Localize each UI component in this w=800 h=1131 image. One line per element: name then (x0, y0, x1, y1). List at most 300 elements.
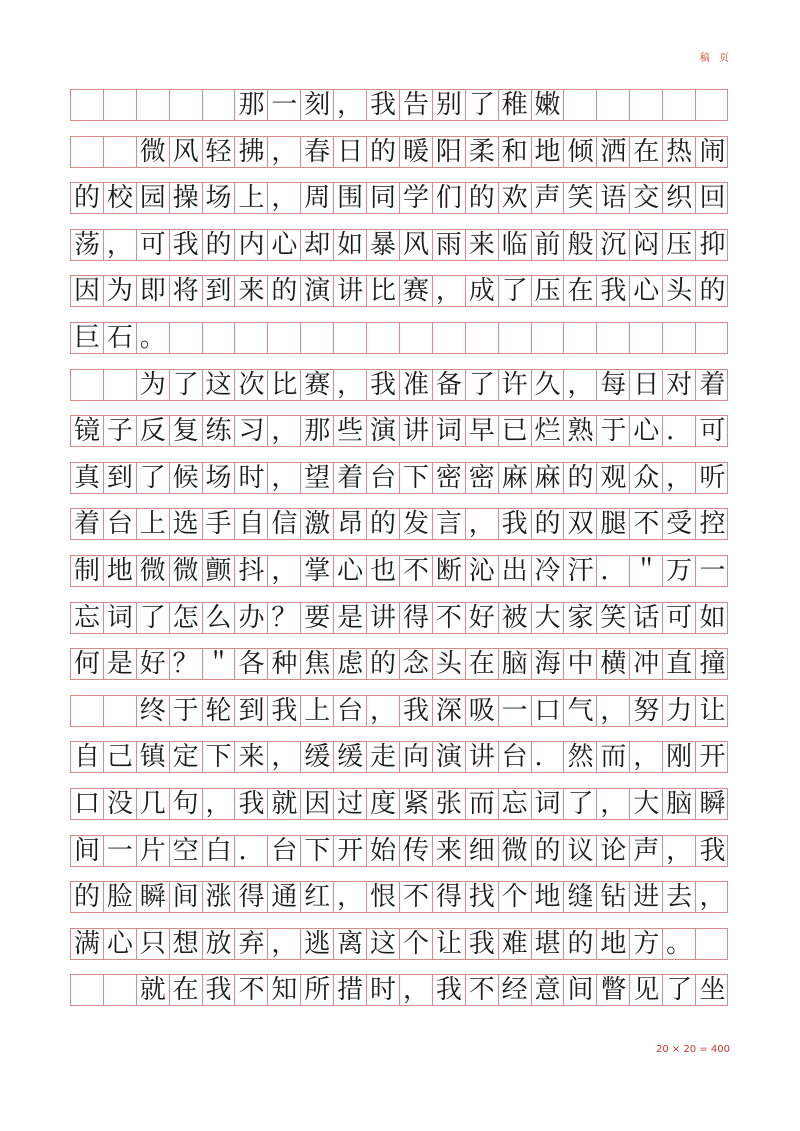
grid-cell: 下 (301, 836, 334, 866)
grid-cell: 因 (71, 276, 104, 306)
grid-cell: 闷 (630, 230, 663, 260)
grid-cell: 瞬 (699, 789, 726, 819)
grid-cell: ， (104, 230, 137, 260)
grid-cell (367, 323, 400, 353)
grid-cell: 倾 (565, 137, 598, 167)
grid-cell: 时 (367, 975, 400, 1005)
grid-cell: 不 (630, 509, 663, 539)
grid-cell: 红 (301, 882, 334, 912)
grid-cell: 却 (301, 230, 334, 260)
grid-cell: ， (699, 882, 726, 913)
grid-cell: 的 (367, 649, 400, 679)
grid-cell: 脑 (663, 789, 696, 819)
grid-cell: ， (597, 789, 630, 819)
grid-cell: 的 (367, 509, 400, 539)
grid-cell: 笑 (565, 183, 598, 213)
grid-cell: 演 (301, 276, 334, 306)
manuscript-grid (70, 89, 728, 1021)
grid-cell (104, 137, 137, 167)
grid-cell: 意 (532, 975, 565, 1005)
grid-cell: 着 (334, 463, 367, 493)
grid-cell: 钻 (597, 882, 630, 912)
grid-cell: 别 (433, 90, 466, 120)
grid-cell: 比 (268, 370, 301, 400)
grid-cell: 缝 (565, 882, 598, 912)
grid-cell: 已 (499, 416, 532, 446)
grid-cell: ， (334, 882, 367, 912)
grid-cell: 下 (203, 742, 236, 772)
grid-cell: 定 (170, 742, 203, 772)
grid-cell: 了 (170, 370, 203, 400)
grid-cell: 头 (433, 649, 466, 679)
grid-cell: 麻 (532, 463, 565, 493)
grid-cell (104, 696, 137, 726)
grid-cell: 发 (400, 509, 433, 539)
grid-cell: 在 (170, 975, 203, 1005)
grid-cell: 临 (499, 230, 532, 260)
grid-cell: 台 (104, 509, 137, 539)
grid-cell: 一 (699, 556, 726, 586)
grid-cell: 脸 (104, 882, 137, 912)
grid-cell: 的 (203, 230, 236, 260)
grid-cell: 演 (367, 416, 400, 446)
grid-cell: 织 (663, 183, 696, 213)
grid-cell: 就 (268, 789, 301, 819)
grid-cell: 了 (466, 370, 499, 400)
grid-cell: 了 (663, 975, 696, 1005)
grid-cell: 热 (663, 137, 696, 167)
grid-cell: 来 (236, 276, 269, 306)
grid-cell (696, 90, 729, 120)
grid-cell: ， (268, 556, 301, 586)
grid-cell: 上 (137, 509, 170, 539)
grid-cell: 赛 (301, 370, 334, 400)
grid-row (70, 974, 728, 1006)
grid-cell: ， (334, 370, 367, 400)
grid-cell: 一 (268, 90, 301, 120)
grid-cell: 过 (334, 789, 367, 819)
grid-cell: 弃 (236, 929, 269, 959)
grid-cell: 控 (699, 509, 726, 540)
grid-cell: 让 (433, 929, 466, 959)
grid-cell: 微 (170, 556, 203, 586)
grid-cell: 我 (236, 789, 269, 819)
grid-cell: 抖 (236, 556, 269, 586)
grid-cell: 内 (236, 230, 269, 260)
grid-cell: 词 (532, 789, 565, 819)
grid-cell: 台 (268, 836, 301, 866)
grid-cell: ， (268, 137, 301, 167)
grid-cell: 的 (268, 276, 301, 306)
grid-cell: 可 (663, 603, 696, 633)
grid-cell: ， (268, 416, 301, 446)
grid-cell: ， (433, 276, 466, 306)
grid-row (70, 89, 728, 121)
grid-cell: 而 (466, 789, 499, 819)
grid-cell (268, 323, 301, 353)
grid-cell (696, 323, 729, 353)
grid-cell: 到 (104, 463, 137, 493)
grid-cell (137, 90, 170, 120)
grid-cell: 周 (301, 183, 334, 213)
grid-cell: 讲 (400, 416, 433, 446)
grid-cell: 得 (433, 882, 466, 912)
grid-row (70, 182, 728, 214)
grid-cell: 熟 (565, 416, 598, 446)
grid-cell: ． (236, 836, 269, 866)
grid-row (70, 229, 728, 261)
grid-cell: 得 (236, 882, 269, 912)
grid-cell (170, 90, 203, 120)
grid-cell: 告 (400, 90, 433, 120)
grid-cell: 比 (367, 276, 400, 306)
grid-cell: 办 (236, 603, 269, 633)
grid-row (70, 462, 728, 494)
grid-cell: 每 (597, 370, 630, 400)
grid-cell (203, 323, 236, 353)
grid-cell: 的 (71, 882, 104, 912)
grid-cell: 么 (203, 603, 236, 633)
grid-cell: 难 (499, 929, 532, 959)
grid-cell: ， (630, 742, 663, 772)
grid-cell: 我 (597, 276, 630, 306)
grid-cell: 许 (499, 370, 532, 400)
grid-cell: 阳 (433, 137, 466, 167)
grid-cell: 各 (236, 649, 269, 679)
grid-cell: 开 (334, 836, 367, 866)
grid-cell: 和 (499, 137, 532, 167)
grid-cell: 柔 (466, 137, 499, 167)
grid-cell: 地 (532, 882, 565, 912)
grid-cell: 信 (268, 509, 301, 539)
grid-cell: 我 (400, 696, 433, 726)
grid-cell: 恨 (367, 882, 400, 912)
grid-cell: 吸 (466, 696, 499, 726)
grid-cell (236, 323, 269, 353)
grid-cell: 复 (170, 416, 203, 446)
grid-cell: 笑 (597, 603, 630, 633)
grid-cell: 为 (137, 370, 170, 400)
grid-cell: 心 (104, 929, 137, 959)
grid-cell: ？ (268, 603, 301, 633)
grid-cell: 来 (433, 836, 466, 866)
grid-cell: 找 (466, 882, 499, 912)
grid-cell: 闹 (699, 136, 726, 167)
grid-cell: 横 (597, 649, 630, 679)
grid-cell: 冷 (532, 556, 565, 586)
grid-cell: 到 (236, 696, 269, 726)
grid-row (70, 136, 728, 168)
grid-cell (630, 90, 663, 120)
grid-cell: 进 (630, 882, 663, 912)
grid-cell: 微 (137, 137, 170, 167)
grid-cell: 中 (565, 649, 598, 679)
grid-cell: 断 (433, 556, 466, 586)
grid-cell: 个 (400, 929, 433, 959)
grid-cell: 空 (170, 836, 203, 866)
grid-cell: 知 (268, 975, 301, 1005)
grid-cell: 昂 (334, 509, 367, 539)
grid-row (70, 835, 728, 867)
grid-cell: ， (466, 509, 499, 539)
grid-cell: 得 (400, 603, 433, 633)
grid-cell: 因 (301, 789, 334, 819)
grid-cell (433, 323, 466, 353)
grid-cell: 的 (532, 836, 565, 866)
grid-cell: 洒 (597, 137, 630, 167)
grid-cell (334, 323, 367, 353)
grid-cell (663, 323, 696, 353)
grid-cell (203, 90, 236, 120)
grid-cell: 是 (104, 649, 137, 679)
grid-row (70, 788, 728, 820)
grid-cell: 我 (367, 90, 400, 120)
grid-cell: 时 (236, 463, 269, 493)
grid-cell (71, 975, 104, 1005)
grid-cell: 那 (301, 416, 334, 446)
grid-row (70, 415, 728, 447)
grid-cell: 词 (104, 603, 137, 633)
grid-cell: 交 (630, 183, 663, 213)
grid-cell: 汗 (565, 556, 598, 586)
grid-cell: 忘 (71, 603, 104, 633)
grid-cell: 巨 (71, 323, 104, 353)
grid-cell (104, 370, 137, 400)
grid-cell: 如 (334, 230, 367, 260)
grid-cell: 望 (301, 463, 334, 493)
grid-cell: 上 (236, 183, 269, 213)
grid-cell: 只 (137, 929, 170, 959)
grid-cell: 镜 (71, 416, 104, 446)
grid-cell: 沁 (466, 556, 499, 586)
grid-cell: 个 (499, 882, 532, 912)
grid-cell: 演 (433, 742, 466, 772)
grid-cell: 激 (301, 509, 334, 539)
grid-cell: 通 (268, 882, 301, 912)
grid-cell: ． (532, 742, 565, 772)
grid-cell: 一 (104, 836, 137, 866)
grid-cell: 们 (433, 183, 466, 213)
grid-cell: 所 (301, 975, 334, 1005)
grid-cell: 园 (137, 183, 170, 213)
grid-cell: 怎 (170, 603, 203, 633)
grid-cell: ， (268, 929, 301, 959)
grid-cell: 压 (532, 276, 565, 306)
grid-cell: 麻 (499, 463, 532, 493)
grid-cell: 走 (367, 742, 400, 772)
grid-cell: 口 (71, 789, 104, 819)
grid-cell: ， (268, 463, 301, 493)
grid-cell: 言 (433, 509, 466, 539)
grid-cell: 校 (104, 183, 137, 213)
grid-cell: 于 (170, 696, 203, 726)
grid-cell: 不 (400, 556, 433, 586)
grid-cell: 声 (630, 836, 663, 866)
grid-cell: ， (565, 370, 598, 400)
grid-cell: 出 (499, 556, 532, 586)
grid-cell: 我 (170, 230, 203, 260)
grid-cell: 家 (565, 603, 598, 633)
grid-cell: 口 (532, 696, 565, 726)
grid-cell: 片 (137, 836, 170, 866)
grid-cell: 众 (630, 463, 663, 493)
grid-cell (104, 90, 137, 120)
grid-cell: 万 (663, 556, 696, 586)
grid-cell: 自 (71, 742, 104, 772)
grid-cell: 向 (400, 742, 433, 772)
grid-cell: 就 (137, 975, 170, 1005)
grid-row (70, 741, 728, 773)
grid-cell: 忘 (499, 789, 532, 819)
grid-cell: 被 (499, 603, 532, 633)
grid-size-label: 20 × 20 = 400 (655, 1044, 730, 1055)
grid-cell: 着 (71, 509, 104, 539)
grid-row (70, 602, 728, 634)
grid-cell: 了 (466, 90, 499, 120)
grid-row (70, 881, 728, 913)
grid-cell: 可 (699, 416, 726, 447)
grid-cell (532, 323, 565, 353)
grid-cell: 腿 (597, 509, 630, 539)
grid-cell: 传 (400, 836, 433, 866)
grid-cell: 准 (400, 370, 433, 400)
grid-cell: 轮 (203, 696, 236, 726)
grid-cell (499, 323, 532, 353)
grid-cell: 练 (203, 416, 236, 446)
grid-cell: 着 (699, 369, 726, 400)
grid-cell: 反 (137, 416, 170, 446)
grid-cell: 声 (532, 183, 565, 213)
grid-cell: 涨 (203, 882, 236, 912)
grid-cell: 沉 (597, 230, 630, 260)
grid-cell: ， (367, 696, 400, 726)
grid-cell: 气 (565, 696, 598, 726)
grid-cell: ， (597, 696, 630, 726)
grid-cell: 论 (597, 836, 630, 866)
grid-cell: 几 (137, 789, 170, 819)
grid-cell: 掌 (301, 556, 334, 586)
grid-cell: 不 (433, 603, 466, 633)
grid-cell: 早 (466, 416, 499, 446)
grid-cell: ， (663, 836, 696, 866)
grid-cell: 自 (236, 509, 269, 539)
grid-cell: 在 (466, 649, 499, 679)
grid-cell: 种 (268, 649, 301, 679)
grid-cell: 紧 (400, 789, 433, 819)
grid-cell: 刚 (663, 742, 696, 772)
grid-cell: 堪 (532, 929, 565, 959)
grid-cell: 回 (699, 183, 726, 214)
grid-cell: 上 (301, 696, 334, 726)
grid-cell: 一 (499, 696, 532, 726)
grid-cell: 微 (499, 836, 532, 866)
grid-cell: 的 (699, 276, 726, 307)
grid-cell: 我 (367, 370, 400, 400)
grid-cell: 雨 (433, 230, 466, 260)
grid-cell: 满 (71, 929, 104, 959)
grid-cell: 心 (334, 556, 367, 586)
grid-cell (565, 90, 598, 120)
grid-cell: 离 (334, 929, 367, 959)
grid-cell: 场 (203, 183, 236, 213)
grid-cell: 议 (565, 836, 598, 866)
grid-cell: 不 (466, 975, 499, 1005)
grid-cell: 了 (137, 463, 170, 493)
grid-cell: 压 (663, 230, 696, 260)
grid-cell: 来 (466, 230, 499, 260)
grid-cell: ， (268, 183, 301, 213)
grid-cell: 努 (630, 696, 663, 726)
grid-cell: 下 (400, 463, 433, 493)
grid-cell (301, 323, 334, 353)
grid-cell: 受 (663, 509, 696, 539)
page-header-label: 稿 页 (699, 53, 732, 64)
grid-cell: 赛 (400, 276, 433, 306)
grid-cell: 的 (565, 463, 598, 493)
grid-cell: 风 (400, 230, 433, 260)
grid-cell: 将 (170, 276, 203, 306)
grid-cell: 烂 (532, 416, 565, 446)
grid-cell: 制 (71, 556, 104, 586)
grid-cell (597, 90, 630, 120)
grid-cell: 了 (499, 276, 532, 306)
grid-cell: 备 (433, 370, 466, 400)
grid-cell: 欢 (499, 183, 532, 213)
grid-cell: 撞 (699, 649, 726, 680)
grid-cell: 心 (268, 230, 301, 260)
grid-cell: 何 (71, 649, 104, 679)
grid-cell: ， (203, 789, 236, 819)
grid-cell: 经 (499, 975, 532, 1005)
grid-cell: 缓 (301, 742, 334, 772)
grid-cell: 密 (433, 463, 466, 493)
grid-cell: 了 (137, 603, 170, 633)
grid-cell: 话 (630, 603, 663, 633)
grid-cell: 方 (630, 929, 663, 959)
grid-cell: 好 (466, 603, 499, 633)
grid-cell: 暖 (400, 137, 433, 167)
grid-cell: 那 (236, 90, 269, 120)
grid-cell: 操 (170, 183, 203, 213)
grid-cell: 刻 (301, 90, 334, 120)
grid-cell: 子 (104, 416, 137, 446)
grid-cell: 坐 (699, 975, 726, 1006)
grid-cell (663, 90, 696, 120)
grid-cell: 听 (699, 462, 726, 493)
grid-cell: 成 (466, 276, 499, 306)
grid-cell: 在 (565, 276, 598, 306)
grid-cell: 语 (597, 183, 630, 213)
grid-cell: 于 (597, 416, 630, 446)
grid-cell: 密 (466, 463, 499, 493)
grid-cell (630, 323, 663, 353)
grid-cell: 般 (565, 230, 598, 260)
grid-cell: 想 (170, 929, 203, 959)
grid-cell: 我 (699, 835, 726, 866)
grid-cell: 。 (663, 929, 696, 959)
grid-cell: 的 (565, 929, 598, 959)
grid-cell: 颤 (203, 556, 236, 586)
grid-cell: 放 (203, 929, 236, 959)
grid-cell: 这 (203, 370, 236, 400)
grid-cell: 词 (433, 416, 466, 446)
grid-cell: 的 (466, 183, 499, 213)
grid-cell (71, 137, 104, 167)
grid-cell: 讲 (367, 603, 400, 633)
grid-cell: 心 (630, 276, 663, 306)
grid-cell: 讲 (466, 742, 499, 772)
grid-cell: 微 (137, 556, 170, 586)
